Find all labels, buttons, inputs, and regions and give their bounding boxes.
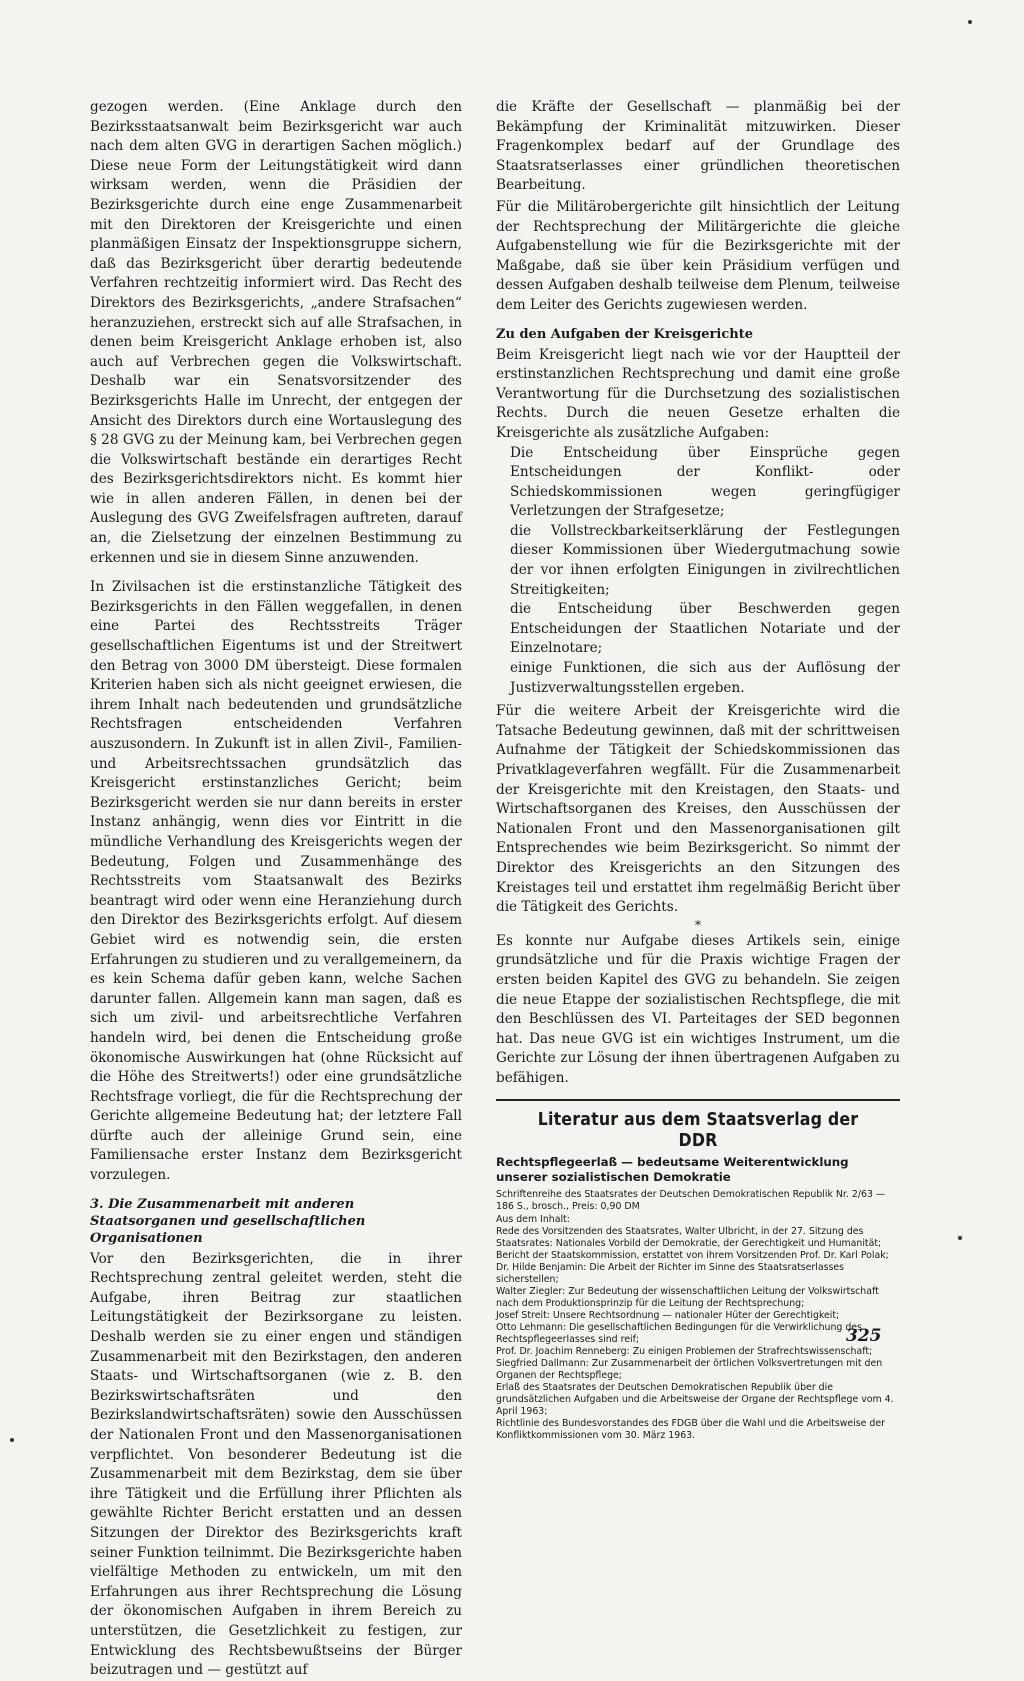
body-paragraph: die Kräfte der Gesellschaft — planmäßig bei der Bekämpfung der Kriminalität mitzuwirken. Dieser Fragenkomplex bedarf auf der Grundlage des Staatsratserlasses einer gründlichen theoretischen Bearbeitung. — [496, 99, 900, 194]
body-paragraph: Für die weitere Arbeit der Kreisgerichte wird die Tatsache Bedeutung gewinnen, daß mit der schrittweisen Aufnahme der Tätigkeit der Schiedskommissionen das Privatklageverfahren wegfällt. Für die Zusammenarbeit der Kreisgerichte mit den Kreistagen, den Staats- und Wirtschaftsorganen des Kreises, den Ausschüssen der Nationalen Front und den Massenorganisationen gilt Entsprechendes wie beim Bezirksgericht. So nimmt der Direktor des Kreisgerichts an den Sitzungen des Kreistages teil und erstattet ihm regelmäßig Bericht über die Tätigkeit des Gerichts. — [496, 703, 900, 916]
body-paragraph: Vor den Bezirksgerichten, die in ihrer Rechtsprechung zentral geleitet werden, steht die Aufgabe, ihren Beitrag zur staatlichen Leitungstätigkeit der Bezirksorgane zu leisten. Deshalb werden sie zu einer engen und ständigen Zusammenarbeit mit den Bezirkstagen, den anderen Staats- und Wirtschaftsorganen (wie z. B. den Bezirkswirtschaftsräten und den Bezirkslandwirtschaftsräten) sowie den Ausschüssen der Nationalen Front und den Massenorganisationen verpflichtet. Von besonderer Bedeutung ist die Zusammenarbeit mit dem Bezirkstag, dem sie über ihre Tätigkeit und die Erfüllung ihrer Pflichten als gewählte Richter Bericht erstatten und an dessen Sitzungen der Direktor des Bezirksgerichts kraft seiner Funktion teilnimmt. Die Bezirksgerichte haben vielfältige Methoden zu entwickeln, um mit den Erfahrungen aus ihrer Rechtsprechung die Lösung der ökonomischen Aufgaben in ihrem Bereich zu unterstützen, die Gesetzlichkeit zu festigen, zur Entwicklung des Rechtsbewußtseins der Bürger beizutragen und — gestützt auf — [90, 1250, 462, 1679]
contents-entry: Otto Lehmann: Die gesellschaftlichen Bedingungen für die Verwirklichung des Rechtspflegeerlasses sind reif; — [496, 1321, 862, 1345]
literature-box — [496, 1109, 900, 1442]
contents-entry: Walter Ziegler: Zur Bedeutung der wissenschaftlichen Leitung der Volkswirtschaft nach dem Produktionsprinzip für die Leitung der Rechtsprechung; — [496, 1285, 879, 1309]
left-column — [90, 98, 462, 1681]
divider-rule — [496, 1099, 900, 1101]
list-item: einige Funktionen, die sich aus der Auflösung der Justizverwaltungsstellen ergeben. — [510, 660, 900, 696]
scan-mark — [968, 20, 972, 24]
contents-entry: Prof. Dr. Joachim Renneberg: Zu einigen Problemen der Strafrechtswissenschaft; — [496, 1345, 873, 1357]
right-column — [496, 98, 900, 1442]
list-item: die Entscheidung über Beschwerden gegen Entscheidungen der Staatlichen Notariate und der Einzelnotare; — [510, 601, 900, 657]
literature-subtitle: Rechtspflegeerlaß — bedeutsame Weiterentwicklung unserer sozialistischen Demokratie — [496, 1154, 849, 1184]
section-separator: * — [695, 917, 701, 932]
contents-entry: Richtlinie des Bundesvorstandes des FDGB über die Wahl und die Arbeitsweise der Konfliktkommissionen vom 30. März 1963. — [496, 1417, 885, 1441]
series-info: Schriftenreihe des Staatsrates der Deutschen Demokratischen Republik Nr. 2/63 — 186 S., brosch., Preis: 0,90 DM — [496, 1188, 886, 1212]
contents-entry: Dr. Hilde Benjamin: Die Arbeit der Richter im Sinne des Staatsratserlasses sicherstellen; — [496, 1261, 845, 1285]
body-paragraph: gezogen werden. (Eine Anklage durch den Bezirksstaatsanwalt beim Bezirksgericht war auch nach dem alten GVG in derartigen Sachen möglich.) Diese neue Form der Leitungstätigkeit wird dann wirksam werden, wenn die Präsidien der Bezirksgerichte durch eine enge Zusammenarbeit mit den Direktoren der Kreisgerichte und einen planmäßigen Einsatz der Inspektionsgruppe sichern, daß das Bezirksgericht über derartig bedeutende Verfahren rechtzeitig informiert wird. Das Recht des Direktors des Bezirksgerichts, „andere Strafsachen“ heranzuziehen, erstreckt sich auf alle Strafsachen, in denen beim Kreisgericht Anklage erhoben ist, also auch auf Verbrechen gegen die Volkswirtschaft. Deshalb war ein Senatsvorsitzender des Bezirksgerichts Halle im Unrecht, der entgegen der Ansicht des Direktors durch eine Wortauslegung des § 28 GVG zu der Meinung kam, bei Verbrechen gegen die Volkswirtschaft bestände ein derartiges Recht des Bezirksgerichtsdirektors nicht. Es kommt hier wie in allen anderen Fällen, in denen bei der Auslegung des GVG Zweifelsfragen auftreten, darauf an, die Zielsetzung der einzelnen Bestimmung zu erkennen und sie in diesem Sinne anzuwenden. — [90, 99, 462, 566]
scan-mark — [958, 1236, 962, 1240]
list-item: die Vollstreckbarkeitserklärung der Festlegungen dieser Kommissionen über Wiedergutmachung sowie der vor ihnen erfolgten Einigungen in zivilrechtlichen Streitigkeiten; — [510, 522, 900, 598]
section-heading: Zu den Aufgaben der Kreisgerichte — [496, 326, 753, 342]
contents-entry: Erlaß des Staatsrates der Deutschen Demokratischen Republik über die grundsätzlichen Aufgaben und die Arbeitsweise der Organe der Rechtspflege vom 4. April 1963; — [496, 1381, 894, 1417]
contents-entry: Josef Streit: Unsere Rechtsordnung — nationaler Hüter der Gerechtigkeit; — [496, 1309, 840, 1321]
literature-title: Literatur aus dem Staatsverlag der DDR — [537, 1108, 859, 1151]
section-heading: 3. Die Zusammenarbeit mit anderen Staatsorganen und gesellschaftlichen Organisationen — [90, 1196, 366, 1246]
body-paragraph: Es konnte nur Aufgabe dieses Artikels sein, einige grundsätzliche und für die Praxis wichtige Fragen der ersten beiden Kapitel des GVG zu behandeln. Sie zeigen die neue Etappe der sozialistischen Rechtspflege, die mit den Beschlüssen des VI. Parteitages der SED begonnen hat. Das neue GVG ist ein wichtiges Instrument, um die Gerichte zur Lösung der ihnen übertragenen Aufgaben zu befähigen. — [496, 932, 900, 1086]
body-paragraph: Für die Militärobergerichte gilt hinsichtlich der Leitung der Rechtsprechung der Militärgerichte die gleiche Aufgabenstellung wie für die Bezirksgerichte mit der Maßgabe, daß sie über kein Präsidium verfügen und dessen Aufgaben deshalb teilweise dem Plenum, teilweise dem Leiter des Gerichts zugewiesen werden. — [496, 198, 900, 313]
page-number: 325 — [846, 1326, 882, 1346]
scan-mark — [10, 1438, 14, 1442]
contents-heading: Aus dem Inhalt: — [496, 1213, 570, 1225]
list-item: Die Entscheidung über Einsprüche gegen Entscheidungen der Konflikt- oder Schiedskommissionen wegen geringfügiger Verletzungen der Strafgesetze; — [510, 444, 900, 520]
contents-entry: Bericht der Staatskommission, erstattet von ihrem Vorsitzenden Prof. Dr. Karl Polak; — [496, 1249, 889, 1261]
contents-entry: Siegfried Dallmann: Zur Zusammenarbeit der örtlichen Volksvertretungen mit den Organen der Rechtspflege; — [496, 1357, 883, 1381]
body-paragraph: Beim Kreisgericht liegt nach wie vor der Hauptteil der erstinstanzlichen Rechtsprechung und damit eine große Verantwortung für die Durchsetzung des sozialistischen Rechts. Durch die neuen Gesetze erhalten die Kreisgerichte als zusätzliche Aufgaben: — [496, 346, 900, 441]
body-paragraph: In Zivilsachen ist die erstinstanzliche Tätigkeit des Bezirksgerichts in den Fällen weggefallen, in denen eine Partei des Rechtsstreits Träger gesellschaftlichen Eigentums ist und der Streitwert den Betrag von 3000 DM übersteigt. Diese formalen Kriterien haben sich als nicht geeignet erwiesen, die ihrem Inhalt nach bedeutenden und grundsätzliche Rechtsfragen entscheidenden Verfahren auszusondern. In Zukunft ist in allen Zivil-, Familien- und Arbeitsrechtssachen grundsätzlich das Kreisgericht erstinstanzliches Gericht; beim Bezirksgericht werden sie nur dann bereits in erster Instanz anhängig, wenn dies vor Eintritt in die mündliche Verhandlung des Kreisgerichts wegen der Bedeutung, Folgen und Zusammenhänge des Rechtsstreits vom Staatsanwalt des Bezirks beantragt wird oder wenn eine Heranziehung durch den Direktor des Bezirksgerichts erfolgt. Auf diesem Gebiet wird es notwendig sein, die ersten Erfahrungen zu studieren und zu verallgemeinern, da es kein Schema dafür geben kann, welche Sachen darunter fallen. Allgemein kann man sagen, daß es sich um zivil- und arbeitsrechtliche Verfahren handeln wird, bei denen die Entscheidung große ökonomische Auswirkungen hat (ohne Rücksicht auf die Höhe des Streitwerts!) oder eine grundsätzliche Rechtsfrage vorliegt, die für die Rechtsprechung der Gerichte allgemeine Bedeutung hat; der letztere Fall dürfte auch der alleinige Grund sein, eine Familiensache erster Instanz dem Bezirksgericht vorzulegen. — [90, 579, 462, 1184]
contents-entry: Rede des Vorsitzenden des Staatsrates, Walter Ulbricht, in der 27. Sitzung des Staatsrates: Nationales Vorbild der Demokratie, der Gerechtigkeit und Humanität; — [496, 1225, 882, 1249]
